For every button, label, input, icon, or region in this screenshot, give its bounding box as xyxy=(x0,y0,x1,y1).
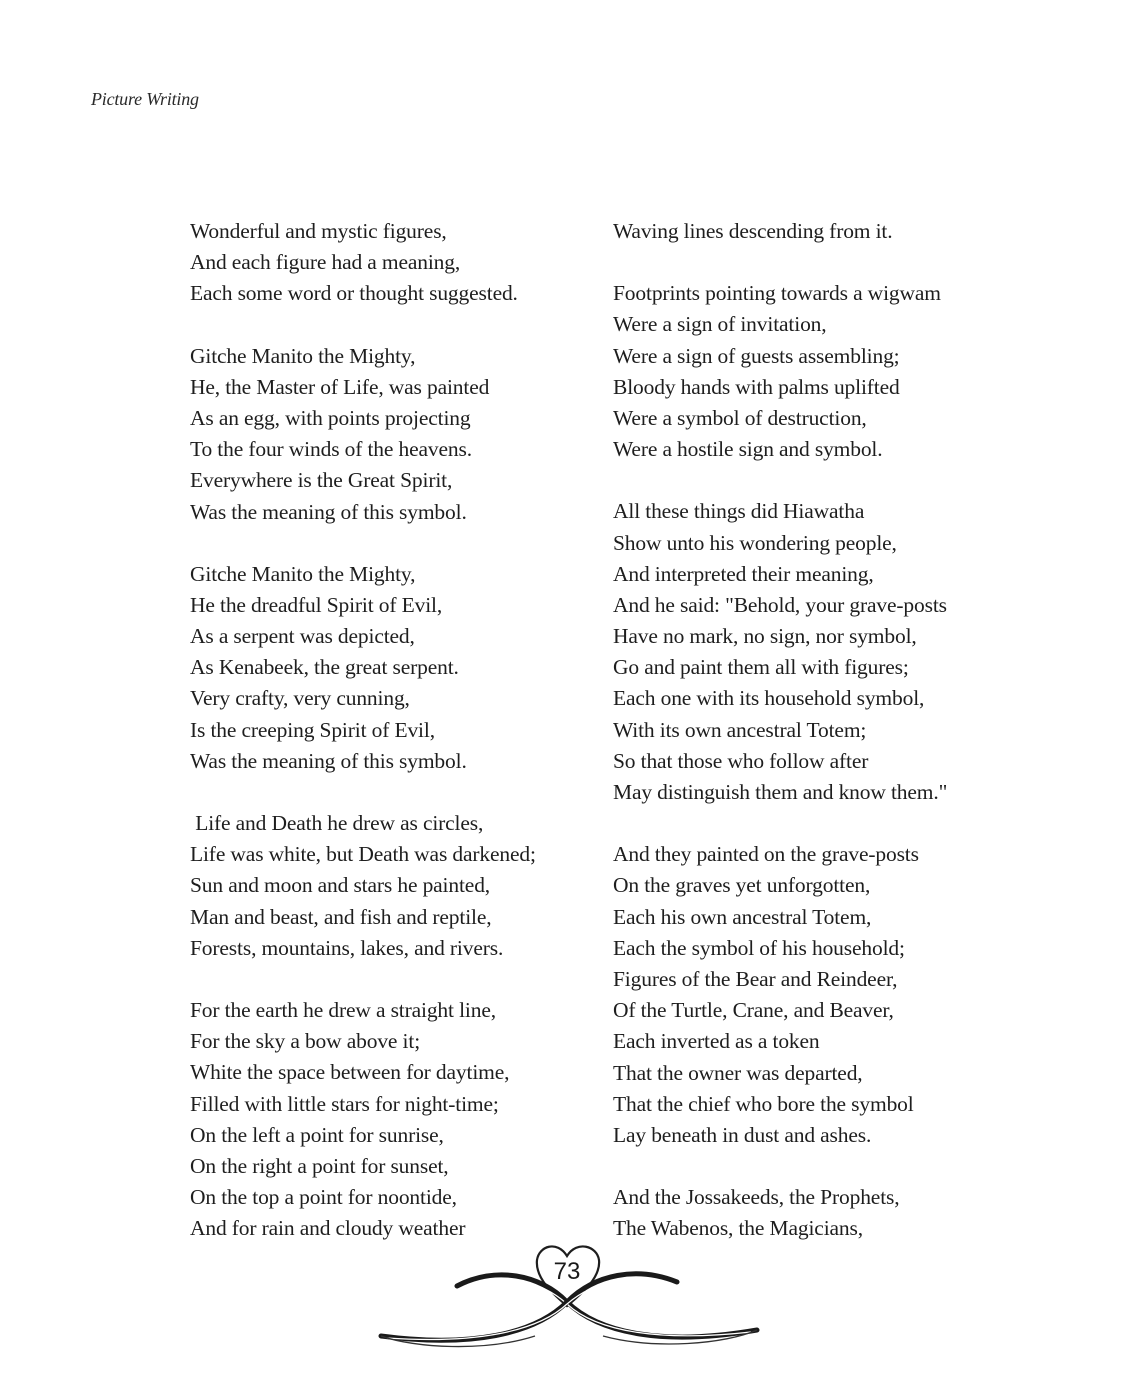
poem-line: Show unto his wondering people, xyxy=(613,530,897,555)
poem-line: Gitche Manito the Mighty, xyxy=(190,343,416,368)
poem-line: Everywhere is the Great Spirit, xyxy=(190,468,453,493)
poem-line: Each some word or thought suggested. xyxy=(190,281,518,306)
running-header: Picture Writing xyxy=(91,89,199,109)
stanza xyxy=(190,995,590,1245)
poem-line: Each his own ancestral Totem, xyxy=(613,904,872,929)
poem-line: Gitche Manito the Mighty, xyxy=(190,561,416,586)
poem-line: Have no mark, no sign, nor symbol, xyxy=(613,624,917,649)
poem-line: Figures of the Bear and Reindeer, xyxy=(613,966,898,991)
poem-line: The Wabenos, the Magicians, xyxy=(613,1216,863,1241)
poem-line: Very crafty, very cunning, xyxy=(190,686,410,711)
poem-line: And the Jossakeeds, the Prophets, xyxy=(613,1185,900,1210)
poem-line: Waving lines descending from it. xyxy=(613,219,893,243)
poem-line: Each one with its household symbol, xyxy=(613,686,925,711)
poem-line: All these things did Hiawatha xyxy=(613,499,865,524)
stanza xyxy=(613,496,1033,808)
poem-line: So that those who follow after xyxy=(613,748,869,773)
poem-line: Filled with little stars for night-time; xyxy=(190,1091,499,1116)
poem-line: Wonderful and mystic figures, xyxy=(190,219,447,243)
heart-swirl-ornament-icon xyxy=(375,1236,765,1366)
poem-line: With its own ancestral Totem; xyxy=(613,717,867,742)
poem-line: For the sky a bow above it; xyxy=(190,1029,421,1054)
poem-line: Is the creeping Spirit of Evil, xyxy=(190,717,435,742)
poem-line: Were a sign of guests assembling; xyxy=(613,343,900,368)
poem-line: Of the Turtle, Crane, and Beaver, xyxy=(613,998,894,1023)
poem-line: Bloody hands with palms uplifted xyxy=(613,374,900,399)
right-column xyxy=(613,216,1033,1275)
poem-line: For the earth he drew a straight line, xyxy=(190,997,496,1022)
page-number: 73 xyxy=(553,1258,581,1285)
poem-line: He the dreadful Spirit of Evil, xyxy=(190,592,443,617)
stanza xyxy=(613,839,1033,1151)
stanza xyxy=(613,216,1033,247)
poem-line: On the top a point for noontide, xyxy=(190,1185,457,1210)
poem-line: As Kenabeek, the great serpent. xyxy=(190,655,459,680)
poem-line: White the space between for daytime, xyxy=(190,1060,510,1085)
poem-line: As an egg, with points projecting xyxy=(190,405,471,430)
left-column xyxy=(190,216,590,1275)
poem-line: To the four winds of the heavens. xyxy=(190,437,472,462)
poem-line: Was the meaning of this symbol. xyxy=(190,748,467,773)
stanza xyxy=(613,278,1033,465)
poem-line: Were a hostile sign and symbol. xyxy=(613,437,883,462)
poem-line: May distinguish them and know them." xyxy=(613,780,948,804)
poem-line: That the owner was departed, xyxy=(613,1060,863,1085)
poem-line: Man and beast, and fish and reptile, xyxy=(190,904,492,929)
poem-line: And they painted on the grave-posts xyxy=(613,842,919,867)
poem-line: And for rain and cloudy weather xyxy=(190,1216,466,1241)
poem-line: Footprints pointing towards a wigwam xyxy=(613,281,941,306)
poem-line: And he said: "Behold, your grave-posts xyxy=(613,592,947,617)
poem-line: As a serpent was depicted, xyxy=(190,624,415,649)
poem-line: On the left a point for sunrise, xyxy=(190,1122,444,1147)
poem-line: Forests, mountains, lakes, and rivers. xyxy=(190,935,504,960)
stanza xyxy=(190,341,590,528)
poem-line: Lay beneath in dust and ashes. xyxy=(613,1122,872,1147)
poem-line: Life and Death he drew as circles, xyxy=(190,811,484,835)
stanza xyxy=(190,216,590,310)
poem-line: Each inverted as a token xyxy=(613,1029,820,1054)
poem-line: Sun and moon and stars he painted, xyxy=(190,873,491,898)
poem-line: He, the Master of Life, was painted xyxy=(190,374,490,399)
poem-line: That the chief who bore the symbol xyxy=(613,1091,914,1116)
poem-line: On the right a point for sunset, xyxy=(190,1153,449,1178)
poem-line: On the graves yet unforgotten, xyxy=(613,873,871,898)
stanza xyxy=(190,808,590,964)
poem-line: Go and paint them all with figures; xyxy=(613,655,909,680)
poem-line: Were a symbol of destruction, xyxy=(613,405,867,430)
poem-line: Life was white, but Death was darkened; xyxy=(190,842,536,867)
poem-line: And interpreted their meaning, xyxy=(613,561,874,586)
stanza xyxy=(190,559,590,777)
poem-line: Was the meaning of this symbol. xyxy=(190,499,467,524)
poem-line: Were a sign of invitation, xyxy=(613,312,827,337)
poem-line: And each figure had a meaning, xyxy=(190,250,461,275)
poem-line: Each the symbol of his household; xyxy=(613,935,905,960)
